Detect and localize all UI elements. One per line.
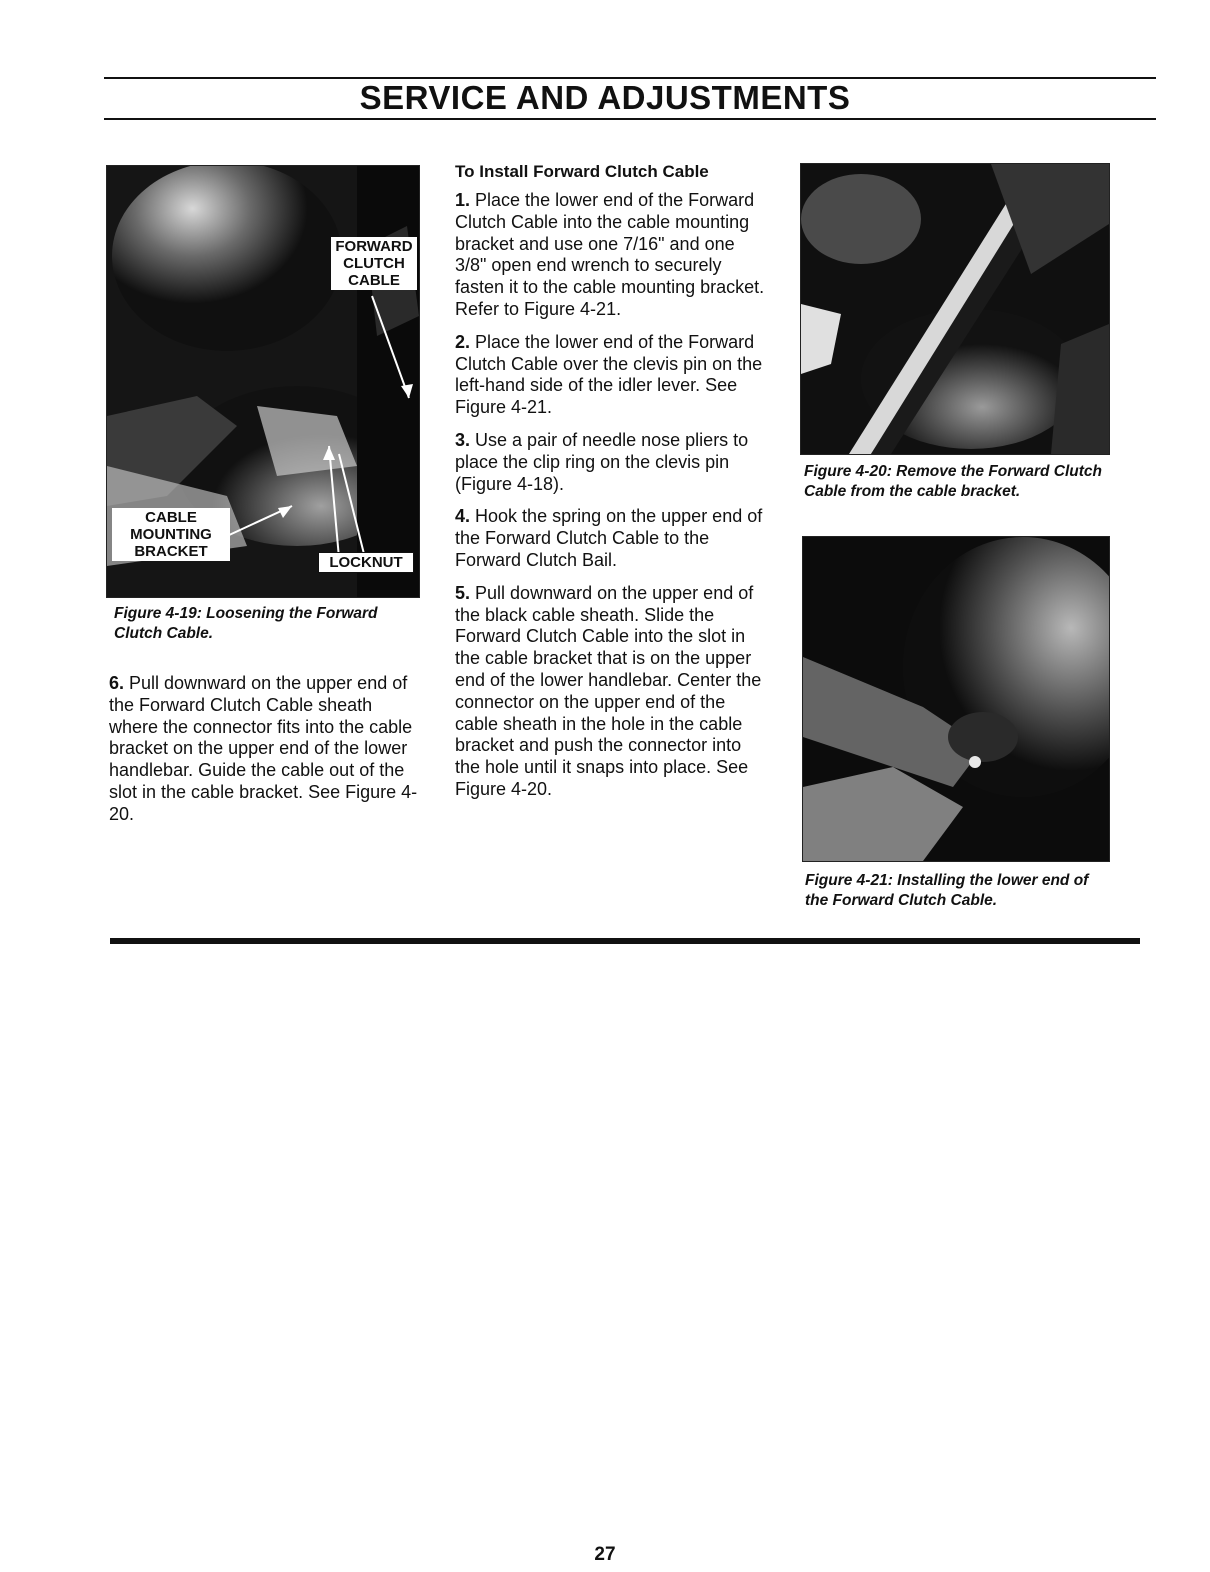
step-number: 2. (455, 331, 471, 352)
step-text: Place the lower end of the Forward Clutch Cable into the cable mounting bracket and use one 7/16" and one 3/8" open end wrench to securely fasten it to the cable mounting bracket. Refer to Figure 4-21. (455, 190, 765, 319)
step-1 (455, 190, 767, 321)
step-3 (455, 430, 767, 495)
step-number: 4. (455, 506, 471, 527)
step-4 (455, 506, 767, 571)
step-number: 5. (455, 582, 471, 603)
step-text: Hook the spring on the upper end of the Forward Clutch Cable to the Forward Clutch Bail. (455, 506, 763, 570)
callout-forward-clutch-cable: FORWARD CLUTCH CABLE (331, 237, 417, 290)
step-number: 3. (455, 429, 471, 450)
step-number: 1. (455, 190, 471, 210)
step-number: 6. (109, 673, 125, 693)
step-text: Use a pair of needle nose pliers to place the clip ring on the clevis pin (Figure 4-18). (455, 429, 749, 494)
figure-4-21-photo (802, 536, 1110, 862)
bottom-rule (110, 938, 1140, 944)
left-column-text (109, 673, 425, 837)
step-5 (455, 583, 767, 801)
section-heading: To Install Forward Clutch Cable (455, 162, 709, 181)
callout-cable-mounting-bracket: CABLE MOUNTING BRACKET (112, 508, 230, 561)
figure-4-21-caption: Figure 4-21: Installing the lower end of the Forward Clutch Cable. (805, 872, 1089, 909)
middle-column-text (455, 190, 767, 812)
page-number: 27 (594, 1544, 616, 1565)
step-2 (455, 332, 767, 419)
step-6 (109, 673, 425, 826)
figure-4-20-photo (800, 163, 1110, 455)
step-text: Pull downward on the upper end of the black cable sheath. Slide the Forward Clutch Cable into the slot in the cable bracket that is on the upper end of the lower handlebar. Center the connector on the upper end of the cable sheath in the hole in the cable bracket and push the connector into the hole until it snaps into place. See Figure 4-20. (455, 582, 762, 799)
page-title: SERVICE AND ADJUSTMENTS (359, 79, 851, 116)
figure-4-19-caption: Figure 4-19: Loosening the Forward Clutch Cable. (114, 605, 378, 642)
step-text: Pull downward on the upper end of the Forward Clutch Cable sheath where the connector fits into the cable bracket on the upper end of the lower handlebar. Guide the cable out of the slot in the cable bracket. See Figure 4-20. (109, 673, 418, 824)
figure-4-20-caption: Figure 4-20: Remove the Forward Clutch Cable from the cable bracket. (804, 463, 1102, 500)
callout-locknut: LOCKNUT (318, 552, 414, 573)
step-text: Place the lower end of the Forward Clutch Cable over the clevis pin on the left-hand side of the idler lever. See Figure 4-21. (455, 331, 763, 418)
header-bottom-rule (104, 118, 1156, 120)
